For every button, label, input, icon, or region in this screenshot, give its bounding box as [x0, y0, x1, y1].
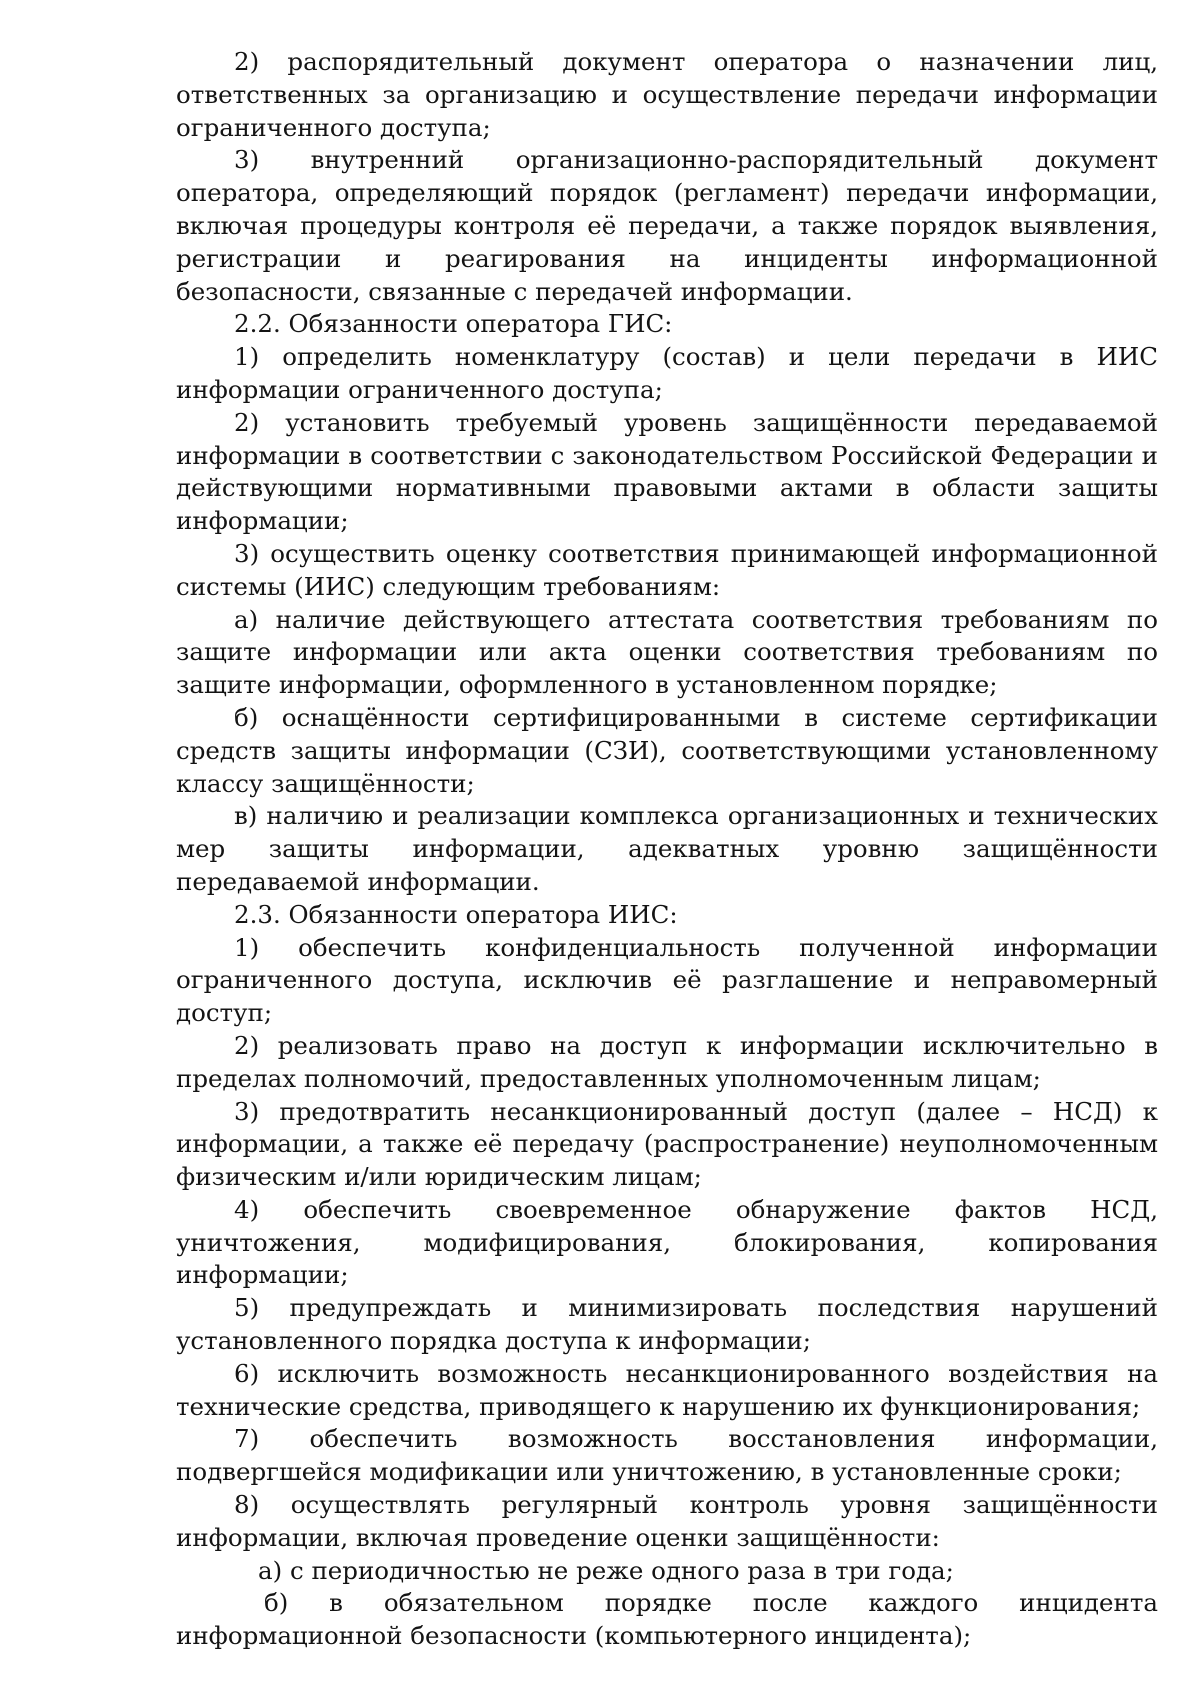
- paragraph-iis-duty-7: 7) обеспечить возможность восстановления информации, подвергшейся модификации или уничтожению, в установленные сроки;: [176, 1424, 1158, 1487]
- paragraph-gis-duty-2: 2) установить требуемый уровень защищённости передаваемой информации в соответствии с законодательством Российской Федерации и действующими нормативными правовыми актами в области защиты информации;: [176, 407, 1158, 536]
- paragraph-control-b: б) в обязательном порядке после каждого инцидента информационной безопасности (компьютерного инцидента);: [176, 1588, 1158, 1651]
- paragraph-gis-duty-1: 1) определить номенклатуру (состав) и цели передачи в ИИС информации ограниченного доступа;: [176, 342, 1158, 404]
- paragraph-iis-duty-4: 4) обеспечить своевременное обнаружение фактов НСД, уничтожения, модифицирования, блокирования, копирования информации;: [176, 1194, 1158, 1290]
- paragraph-control-a: а) с периодичностью не реже одного раза в три года;: [258, 1555, 954, 1585]
- paragraph-iis-duty-1: 1) обеспечить конфиденциальность полученной информации ограниченного доступа, исключив её разглашение и неправомерный доступ;: [176, 932, 1158, 1028]
- paragraph-gis-duty-3: 3) осуществить оценку соответствия принимающей информационной системы (ИИС) следующим требованиям:: [176, 538, 1158, 601]
- paragraph-requirement-v: в) наличию и реализации комплекса организационных и технических мер защиты информации, адекватных уровню защищённости передаваемой информации.: [176, 801, 1158, 896]
- paragraph-iis-duty-6: 6) исключить возможность несанкционированного воздействия на технические средства, приводящего к нарушению их функционирования;: [176, 1358, 1158, 1421]
- paragraph-iis-duty-2: 2) реализовать право на доступ к информации исключительно в пределах полномочий, предоставленных уполномоченным лицам;: [176, 1030, 1158, 1093]
- paragraph-requirement-a: а) наличие действующего аттестата соответствия требованиям по защите информации или акта оценки соответствия требованиям по защите информации, оформленного в установленном порядке;: [176, 604, 1158, 700]
- section-heading-2-2: 2.2. Обязанности оператора ГИС:: [234, 309, 673, 339]
- paragraph-iis-duty-3: 3) предотвратить несанкционированный доступ (далее – НСД) к информации, а также её передачу (распространение) неуполномоченным физическим и/или юридическим лицам;: [176, 1096, 1158, 1192]
- paragraph-operator-order: 2) распорядительный документ оператора о назначении лиц, ответственных за организацию и осуществление передачи информации ограниченного доступа;: [176, 47, 1158, 142]
- paragraph-iis-duty-8: 8) осуществлять регулярный контроль уровня защищённости информации, включая проведение оценки защищённости:: [176, 1490, 1158, 1552]
- paragraph-iis-duty-5: 5) предупреждать и минимизировать последствия нарушений установленного порядка доступа к информации;: [176, 1293, 1158, 1356]
- document-page: [176, 46, 1158, 1653]
- paragraph-requirement-b: б) оснащённости сертифицированными в системе сертификации средств защиты информации (СЗИ), соответствующими установленному классу защищённости;: [176, 702, 1158, 798]
- paragraph-internal-document: 3) внутренний организационно-распорядительный документ оператора, определяющий порядок (регламент) передачи информации, включая процедуры контроля её передачи, а также порядок выявления, регистрации и реагирования на инциденты информационной безопасности, связанные с передачей информации.: [176, 145, 1158, 306]
- section-heading-2-3: 2.3. Обязанности оператора ИИС:: [234, 899, 678, 929]
